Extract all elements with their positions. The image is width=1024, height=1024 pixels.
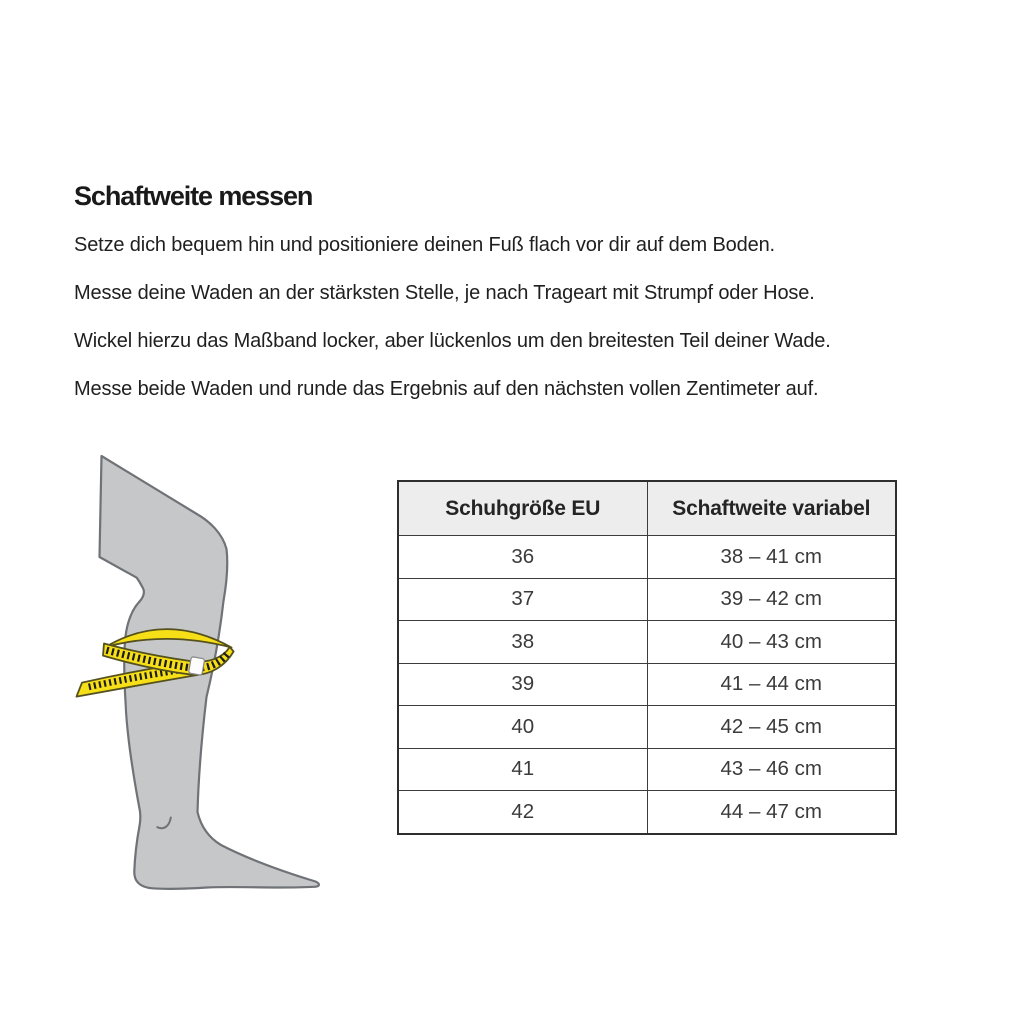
instruction-paragraph: Wickel hierzu das Maßband locker, aber lückenlos um den breitesten Teil deiner Wade. <box>74 330 831 352</box>
shaft-width-cell: 43 – 46 cm <box>647 748 896 791</box>
instruction-paragraph: Messe beide Waden und runde das Ergebnis auf den nächsten vollen Zentimeter auf. <box>74 378 819 400</box>
leg-calf-measurement-illustration <box>60 445 340 900</box>
shoe-size-cell: 41 <box>398 748 647 791</box>
size-table <box>397 480 897 835</box>
shoe-size-cell: 38 <box>398 621 647 664</box>
shaft-width-cell: 42 – 45 cm <box>647 706 896 749</box>
shaft-width-cell: 39 – 42 cm <box>647 578 896 621</box>
shaft-width-cell: 44 – 47 cm <box>647 791 896 834</box>
table-row <box>398 536 896 579</box>
shoe-size-cell: 36 <box>398 536 647 579</box>
shaft-width-cell: 38 – 41 cm <box>647 536 896 579</box>
shoe-size-cell: 42 <box>398 791 647 834</box>
table-row <box>398 663 896 706</box>
instruction-paragraph: Messe deine Waden an der stärksten Stelle, je nach Trageart mit Strumpf oder Hose. <box>74 282 815 304</box>
measuring-tape-end-tab <box>188 657 204 676</box>
shaft-width-cell: 41 – 44 cm <box>647 663 896 706</box>
instruction-paragraph: Setze dich bequem hin und positioniere deinen Fuß flach vor dir auf dem Boden. <box>74 234 775 256</box>
size-table-header-shaft-width: Schaftweite variabel <box>647 481 896 536</box>
table-row <box>398 578 896 621</box>
size-table-header-row <box>398 481 896 536</box>
table-row <box>398 706 896 749</box>
shoe-size-cell: 39 <box>398 663 647 706</box>
shaft-width-cell: 40 – 43 cm <box>647 621 896 664</box>
table-row <box>398 748 896 791</box>
size-table-header-shoe-size: Schuhgröße EU <box>398 481 647 536</box>
table-row <box>398 791 896 834</box>
shoe-size-cell: 40 <box>398 706 647 749</box>
table-row <box>398 621 896 664</box>
page-title: Schaftweite messen <box>74 181 313 212</box>
shoe-size-cell: 37 <box>398 578 647 621</box>
